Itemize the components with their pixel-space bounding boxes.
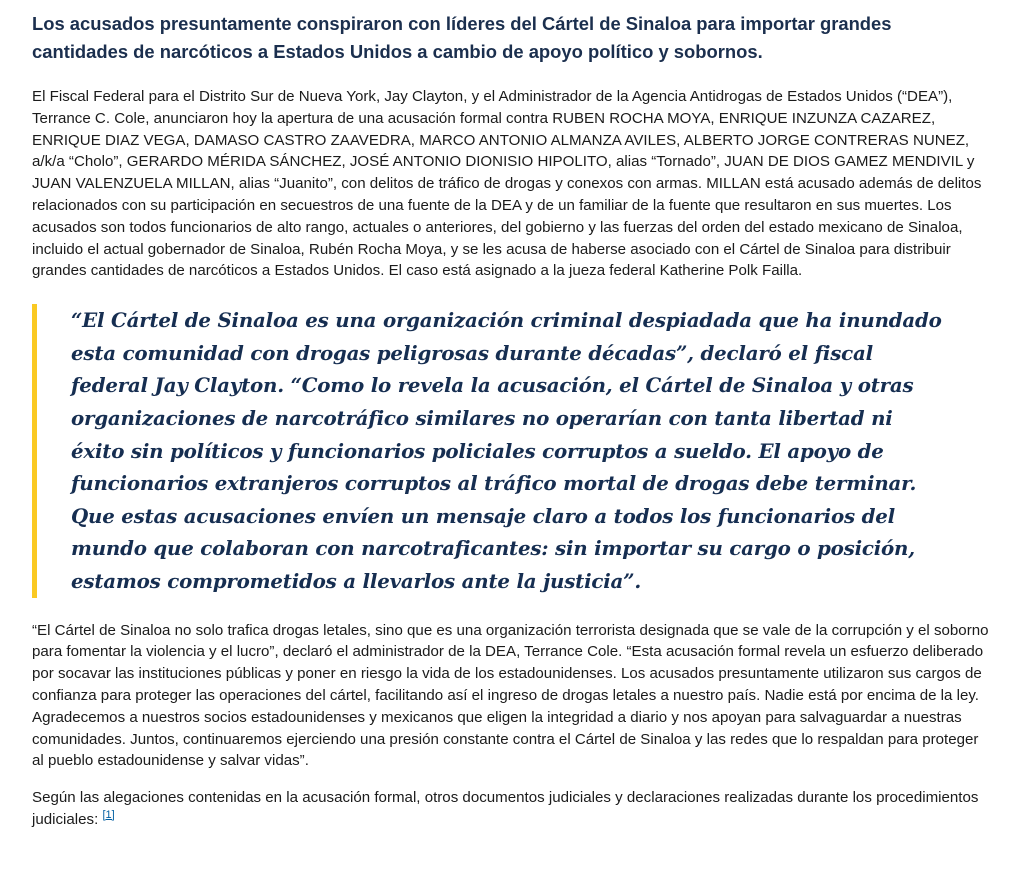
pull-quote-text: “El Cártel de Sinaloa es una organización criminal despiadada que ha inundado esta comunidad con drogas peligrosas durante décadas”, declaró el fiscal federal Jay Clayton. “Como lo revela la acusación, el Cártel de Sinaloa y otras organizaciones de narcotráfico similares no operarían con tanta libertad ni éxito sin políticos y funcionarios policiales corruptos a sueldo. El apoyo de funcionarios extranjeros corruptos al tráfico mortal de drogas debe terminar. Que estas acusaciones envíen un mensaje claro a todos los funcionarios del mundo que colaboran con narcotraficantes: sin importar su cargo o posición, estamos comprometidos a llevarlos ante la justicia”. [71, 308, 942, 593]
article-subtitle: Los acusados presuntamente conspiraron con líderes del Cártel de Sinaloa para importar grandes cantidades de narcóticos a Estados Unidos a cambio de apoyo político y sobornos. [32, 13, 892, 62]
footnote-link[interactable]: [1] [102, 808, 115, 821]
pull-quote [32, 304, 952, 597]
paragraph-allegations [32, 787, 994, 831]
paragraph-dea-statement: “El Cártel de Sinaloa no solo trafica drogas letales, sino que es una organización terrorista designada que se vale de la corrupción y el soborno para fomentar la violencia y el lucro”, declaró el administrador de la DEA, Terrance Cole. “Esta acusación formal revela un esfuerzo deliberado por socavar las instituciones públicas y poner en riesgo la vida de los estadounidenses. Los acusados presuntamente utilizaron sus cargos de confianza para proteger las operaciones del cártel, facilitando así el ingreso de drogas letales a nuestro país. Nadie está por encima de la ley. Agradecemos a nuestros socios estadounidenses y mexicanos que eligen la integridad a diario y nos apoyan para salvaguardar a nuestras comunidades. Juntos, continuaremos ejerciendo una presión constante contra el Cártel de Sinaloa y las redes que lo respaldan para proteger al pueblo estadounidense y salvar vidas”. [32, 621, 989, 770]
paragraph-allegations-text: Según las alegaciones contenidas en la acusación formal, otros documentos judiciales y declaraciones realizadas durante los procedimientos judiciales: [32, 789, 979, 828]
paragraph-intro: El Fiscal Federal para el Distrito Sur de Nueva York, Jay Clayton, y el Administrador de la Agencia Antidrogas de Estados Unidos (“DEA”), Terrance C. Cole, anunciaron hoy la apertura de una acusación formal contra RUBEN ROCHA MOYA, ENRIQUE INZUNZA CAZAREZ, ENRIQUE DIAZ VEGA, DAMASO CASTRO ZAAVEDRA, MARCO ANTONIO ALMANZA AVILES, ALBERTO JORGE CONTRERAS NUNEZ, a/k/a “Cholo”, GERARDO MÉRIDA SÁNCHEZ, JOSÉ ANTONIO DIONISIO HIPOLITO, alias “Tornado”, JUAN DE DIOS GAMEZ MENDIVIL y JUAN VALENZUELA MILLAN, alias “Juanito”, con delitos de tráfico de drogas y conexos con armas. MILLAN está acusado además de delitos relacionados con su participación en secuestros de una fuente de la DEA y de un familiar de la fuente que resultaron en sus muertes. Los acusados son todos funcionarios de alto rango, actuales o anteriores, del gobierno y las fuerzas del orden del estado mexicano de Sinaloa, incluido el actual gobernador de Sinaloa, Rubén Rocha Moya, y se les acusa de haberse asociado con el Cártel de Sinaloa para distribuir grandes cantidades de narcóticos a Estados Unidos. El caso está asignado a la jueza federal Katherine Polk Failla. [32, 88, 982, 280]
